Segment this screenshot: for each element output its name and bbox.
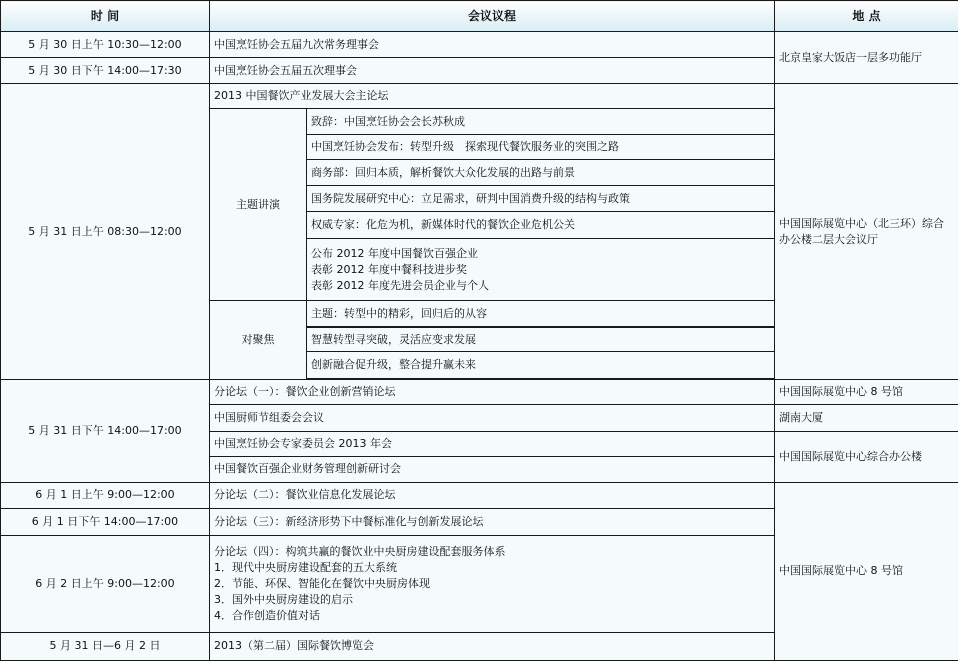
agenda-cell: 中国厨师节组委会会议: [210, 405, 775, 431]
agenda-cell: 分论坛（一）：餐饮企业创新营销论坛: [210, 380, 775, 405]
agenda-cell: 分论坛（三）：新经济形势下中餐标准化与创新发展论坛: [210, 508, 775, 535]
keynote-item: 致辞：中国烹饪协会会长苏秋成: [307, 109, 775, 135]
header-venue: 地 点: [775, 1, 958, 32]
forum-four-line: 分论坛（四）：构筑共赢的餐饮业中央厨房建设配套服务体系: [214, 544, 506, 558]
time-cell: 5 月 31 日下午 14:00—17:00: [1, 380, 210, 482]
venue-cell: 湖南大厦: [775, 405, 958, 431]
table-row: [1, 84, 958, 109]
keynote-label: 主题讲演: [210, 109, 307, 301]
time-cell: 6 月 1 日下午 14:00—17:00: [1, 508, 210, 535]
announcement-line: 表彰 2012 年度中餐科技进步奖: [311, 262, 467, 276]
forum-four-line: 1．现代中央厨房建设配套的五大系统: [214, 560, 397, 574]
venue-cell: 中国国际展览中心 8 号馆: [775, 380, 958, 405]
time-cell: 5 月 30 日上午 10:30—12:00: [1, 32, 210, 58]
venue-cell: 中国国际展览中心综合办公楼: [775, 431, 958, 482]
table-row: [1, 380, 958, 405]
agenda-cell: [210, 535, 775, 632]
dialogue-label: 对聚焦: [210, 301, 307, 380]
announcement-cell: [307, 239, 775, 301]
keynote-item: 国务院发展研究中心：立足需求，研判中国消费升级的结构与政策: [307, 186, 775, 212]
time-cell: 6 月 1 日上午 9:00—12:00: [1, 482, 210, 508]
agenda-cell: 2013（第二届）国际餐饮博览会: [210, 632, 775, 660]
venue-cell: 中国国际展览中心（北三环）综合办公楼二层大会议厅: [775, 84, 958, 380]
dialogue-item: 主题：转型中的精彩，回归后的从容: [307, 301, 775, 327]
forum-four-line: 4．合作创造价值对话: [214, 608, 320, 622]
time-cell: 5 月 31 日—6 月 2 日: [1, 632, 210, 660]
dialogue-item: 智慧转型寻突破，灵活应变求发展: [307, 328, 775, 352]
venue-cell: 北京皇家大饭店一层多功能厅: [775, 32, 958, 84]
dialogue-item: 创新融合促升级，整合提升赢未来: [307, 352, 775, 379]
announcement-line: 表彰 2012 年度先进会员企业与个人: [311, 278, 489, 292]
agenda-cell: 中国烹饪协会五届五次理事会: [210, 58, 775, 84]
announcement-line: 公布 2012 年度中国餐饮百强企业: [311, 246, 478, 260]
time-cell: 6 月 2 日上午 9:00—12:00: [1, 535, 210, 632]
agenda-cell: 中国烹饪协会专家委员会 2013 年会: [210, 431, 775, 456]
venue-cell: 中国国际展览中心 8 号馆: [775, 482, 958, 660]
time-cell: 5 月 30 日下午 14:00—17:30: [1, 58, 210, 84]
header-row: [1, 1, 958, 32]
time-cell: 5 月 31 日上午 08:30—12:00: [1, 84, 210, 380]
table-row: [1, 32, 958, 58]
agenda-cell: 2013 中国餐饮产业发展大会主论坛: [210, 84, 775, 109]
keynote-item: 中国烹饪协会发布：转型升级 探索现代餐饮服务业的突围之路: [307, 135, 775, 160]
table-row: [1, 482, 958, 508]
agenda-cell: 分论坛（二）：餐饮业信息化发展论坛: [210, 482, 775, 508]
keynote-item: 商务部：回归本质，解析餐饮大众化发展的出路与前景: [307, 160, 775, 186]
header-agenda: 会议议程: [210, 1, 775, 32]
forum-four-line: 3．国外中央厨房建设的启示: [214, 592, 353, 606]
forum-four-line: 2．节能、环保、智能化在餐饮中央厨房体现: [214, 576, 430, 590]
agenda-cell: 中国餐饮百强企业财务管理创新研讨会: [210, 456, 775, 482]
header-time: 时 间: [1, 1, 210, 32]
keynote-item: 权威专家：化危为机，新媒体时代的餐饮企业危机公关: [307, 212, 775, 239]
agenda-cell: 中国烹饪协会五届九次常务理事会: [210, 32, 775, 58]
